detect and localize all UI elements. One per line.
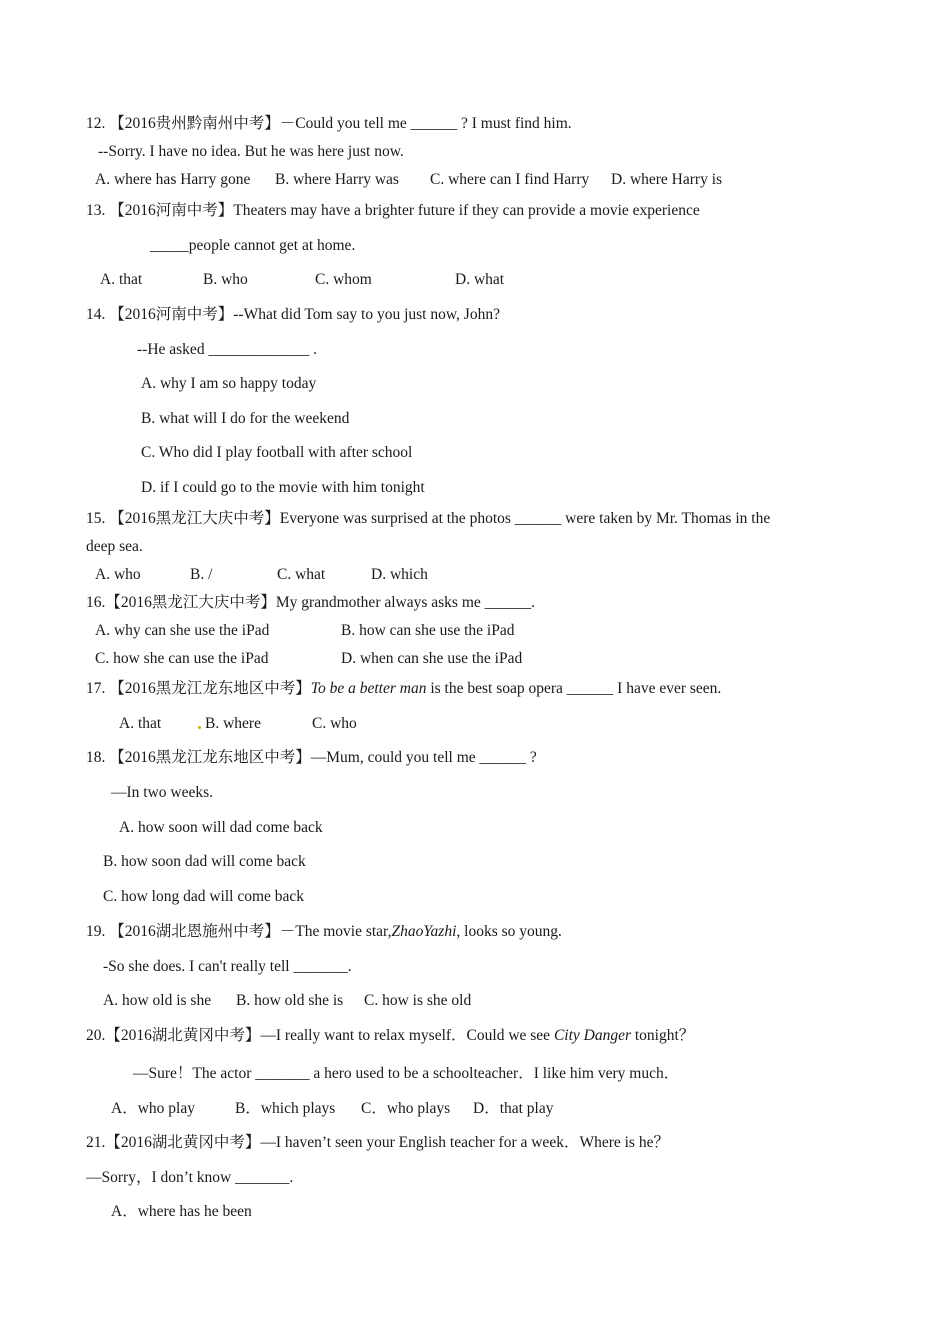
question-15-stem: 15. 【2016黑龙江大庆中考】Everyone was surprised at the photos ______ were taken by Mr. Thomas in the — [86, 510, 771, 527]
question-12-stem: 12. 【2016贵州黔南州中考】－Could you tell me ______ ? I must find him. — [86, 115, 572, 132]
question-12-option-c: C. where can I find Harry — [430, 171, 590, 188]
question-17-title-italic: To be a better man — [310, 680, 427, 697]
question-19-option-c: C. how is she old — [364, 992, 472, 1009]
question-18-stem: 18. 【2016黑龙江龙东地区中考】—Mum, could you tell me ______ ? — [86, 749, 537, 766]
question-16-option-d: D. when can she use the iPad — [341, 650, 523, 667]
question-13-option-d: D. what — [455, 271, 505, 288]
question-19-name-italic: ZhaoYazhi — [391, 923, 457, 940]
question-14-stem: 14. 【2016河南中考】--What did Tom say to you just now, John? — [86, 306, 500, 323]
question-17-stem-suffix: is the best soap opera ______ I have ever seen. — [426, 680, 722, 697]
question-19-option-b: B. how old she is — [236, 992, 344, 1009]
question-17-stem — [86, 679, 721, 699]
question-15-option-c: C. what — [277, 566, 326, 583]
question-13-stem: 13. 【2016河南中考】Theaters may have a brighter future if they can provide a movie experience — [86, 202, 700, 219]
question-16-stem: 16.【2016黑龙江大庆中考】My grandmother always asks me ______. — [86, 594, 536, 611]
question-19-stem-prefix: 19. 【2016湖北恩施州中考】－The movie star, — [86, 923, 392, 940]
question-13-continuation: _____people cannot get at home. — [150, 237, 356, 254]
question-21-option-a: A．where has he been — [111, 1203, 252, 1220]
question-14-option-b: B. what will I do for the weekend — [141, 410, 350, 427]
question-17-stem-prefix: 17. 【2016黑龙江龙东地区中考】 — [86, 680, 311, 697]
question-17-option-c: C. who — [312, 715, 357, 732]
question-20-option-d: D．that play — [473, 1100, 554, 1117]
question-16-option-c: C. how she can use the iPad — [95, 650, 269, 667]
question-13-option-c: C. whom — [315, 271, 372, 288]
question-20-option-c: C．who plays — [361, 1100, 451, 1117]
question-20-option-a: A．who play — [111, 1100, 195, 1117]
question-15-continuation: deep sea. — [86, 538, 143, 555]
question-21-stem: 21.【2016湖北黄冈中考】—I haven’t seen your English teacher for a week．Where is he？ — [86, 1134, 669, 1151]
question-19-stem-suffix: , looks so young. — [456, 923, 562, 940]
question-20-stem-prefix: 20.【2016湖北黄冈中考】—I really want to relax myself．Could we see — [86, 1027, 554, 1044]
question-12-dialogue: --Sorry. I have no idea. But he was here just now. — [98, 143, 404, 160]
question-20-dialogue: —Sure！The actor _______ a hero used to be a schoolteacher．I like him very much． — [133, 1065, 680, 1082]
question-16-option-b: B. how can she use the iPad — [341, 622, 515, 639]
question-12-option-d: D. where Harry is — [611, 171, 723, 188]
question-15-option-d: D. which — [371, 566, 428, 583]
question-19-stem — [86, 922, 562, 942]
question-19-dialogue: -So she does. I can't really tell _______. — [103, 958, 352, 975]
question-14-dialogue: --He asked _____________ . — [137, 341, 317, 358]
question-18-option-c: C. how long dad will come back — [103, 888, 305, 905]
question-20-stem — [86, 1026, 694, 1046]
question-20-stem-suffix: tonight？ — [631, 1027, 695, 1044]
question-20-option-b: B．which plays — [235, 1100, 336, 1117]
question-21-dialogue: —Sorry，I don’t know _______. — [86, 1169, 294, 1186]
question-17-option-b: B. where — [205, 715, 261, 732]
question-12-option-b: B. where Harry was — [275, 171, 399, 188]
question-15-option-b: B. / — [190, 566, 213, 583]
question-12-option-a: A. where has Harry gone — [95, 171, 251, 188]
question-18-option-b: B. how soon dad will come back — [103, 853, 306, 870]
question-14-option-d: D. if I could go to the movie with him tonight — [141, 479, 425, 496]
question-13-option-b: B. who — [203, 271, 248, 288]
question-17-option-a: A. that — [119, 715, 162, 732]
decorative-dot — [198, 726, 201, 729]
question-18-option-a: A. how soon will dad come back — [119, 819, 323, 836]
question-20-movie-italic: City Danger — [553, 1027, 631, 1044]
question-14-option-c: C. Who did I play football with after school — [141, 444, 413, 461]
question-13-option-a: A. that — [100, 271, 143, 288]
question-16-option-a: A. why can she use the iPad — [95, 622, 270, 639]
question-14-option-a: A. why I am so happy today — [141, 375, 317, 392]
question-15-option-a: A. who — [95, 566, 141, 583]
question-19-option-a: A. how old is she — [103, 992, 212, 1009]
question-18-dialogue: —In two weeks. — [111, 784, 214, 801]
